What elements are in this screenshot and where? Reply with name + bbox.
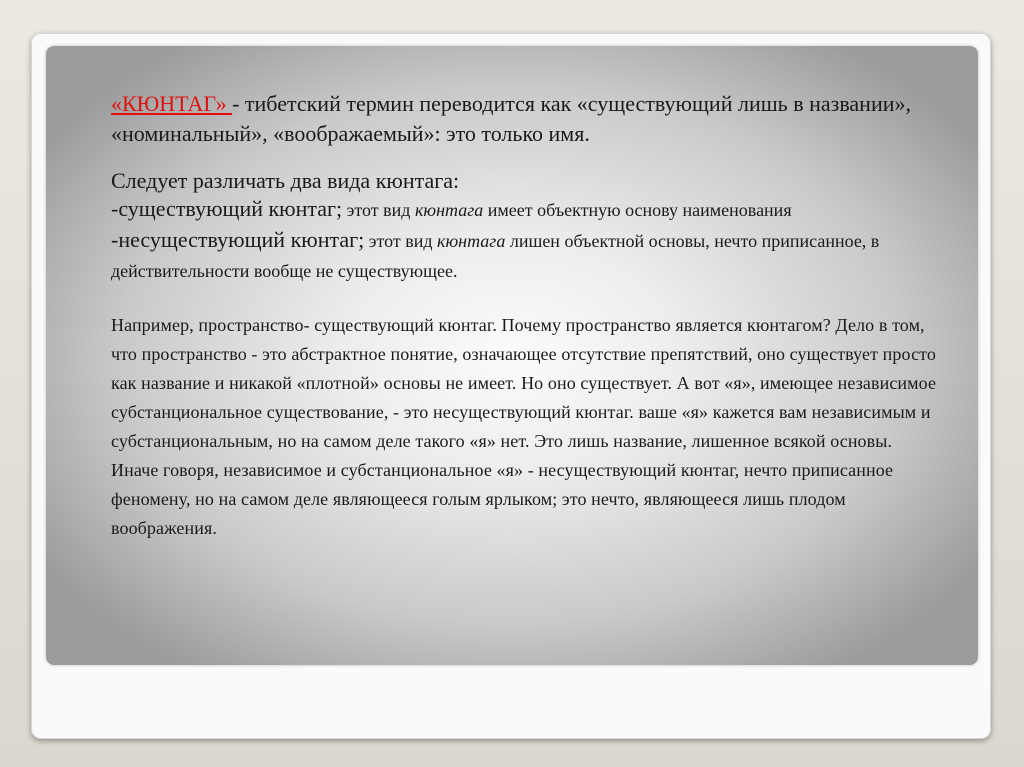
term-definition: - тибетский термин переводится как «существующий лишь в названии», «номинальный», «воображаемый»: это только имя.: [111, 91, 911, 146]
kind-nonexisting: [111, 226, 941, 287]
kind-nonexisting-italic: кюнтага: [437, 231, 506, 251]
kind-existing-italic: кюнтага: [414, 200, 484, 220]
term-title: «КЮНТАГ»: [111, 91, 233, 116]
kinds-heading: Следует различать два вида кюнтага:: [111, 168, 460, 193]
kind-existing-post: имеет объектную основу наименования: [483, 200, 792, 220]
kind-existing: [111, 195, 941, 226]
kind-nonexisting-post: лишен объектной основы, нечто приписанное, в действительности вообще не существующее.: [111, 231, 880, 281]
slide-content: [111, 89, 941, 543]
kind-nonexisting-lead: -несуществующий кюнтаг;: [111, 227, 365, 252]
kind-existing-pre: этот вид: [342, 200, 415, 220]
kind-nonexisting-pre: этот вид: [364, 231, 438, 251]
intro-paragraph: [111, 89, 941, 149]
example-paragraph: Например, пространство- существующий кюнтаг. Почему пространство является кюнтагом? Дело в том, что пространство - это абстрактное понятие, означающее отсутствие препятствий, оно существует просто как название и никакой «плотной» основы не имеет. Но оно существует. А вот «я», имеющее независимое субстанциональное существование, - это несуществующий кюнтаг. ваше «я» кажется вам независимым и субстанциональным, но на самом деле такого «я» нет. Это лишь название, лишенное всякой основы. Иначе говоря, независимое и субстанциональное «я» - несуществующий кюнтаг, нечто приписанное феномену, но на самом деле являющееся голым ярлыком; это нечто, являющееся лишь плодом воображения.: [111, 315, 937, 538]
kind-existing-lead: -существующий кюнтаг;: [111, 196, 343, 221]
